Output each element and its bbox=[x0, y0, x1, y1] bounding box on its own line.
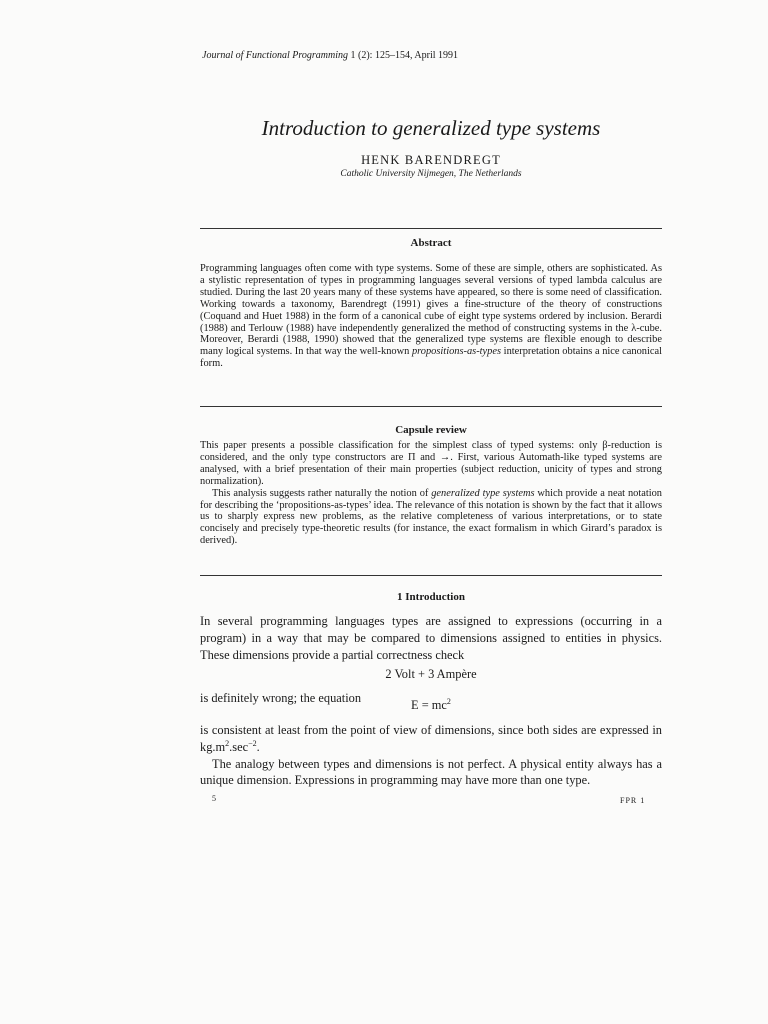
equation-emc2 bbox=[200, 698, 662, 713]
abstract-text-b: interpretation obtains a nice canonical form. bbox=[200, 346, 662, 370]
abstract-text-em: propositions-as-types bbox=[411, 346, 502, 358]
journal-volume: 1 bbox=[350, 50, 356, 61]
p3-a: is consistent at least from the point of view of dimensions, since both sides are expressed in kg.m bbox=[200, 723, 662, 754]
intro-paragraph-1 bbox=[200, 613, 662, 663]
intro-p1-text: In several programming languages types are assigned to expressions (occurring in a program) in a way that may be compared to dimensions assigned to entities in physics. These dimensions provide a partial correctness check bbox=[200, 614, 662, 662]
equation-volt-ampere: 2 Volt + 3 Ampère bbox=[385, 667, 477, 681]
abstract-body bbox=[200, 263, 662, 370]
eq2-sup: 2 bbox=[446, 696, 451, 706]
capsule-paragraph-2 bbox=[200, 488, 662, 548]
rule-above-capsule bbox=[200, 406, 662, 407]
rule-above-abstract bbox=[200, 228, 662, 229]
eq2-base: E = mc bbox=[411, 698, 447, 712]
intro-paragraph-3 bbox=[200, 722, 662, 789]
p3-c: . bbox=[256, 739, 260, 754]
footer-right: FPR 1 bbox=[620, 796, 646, 805]
abstract-heading: Abstract bbox=[410, 237, 452, 249]
intro-p2-text: is definitely wrong; the equation bbox=[200, 691, 362, 705]
abstract-text-a: Programming languages often come with type systems. Some of these are simple, others are sophisticated. As a stylistic representation of types in programming languages several versions of typed lambda calculus are studied. During the last 20 years many of these systems have appeared, so there is some need of classification. Working towards a taxonomy, Barendregt (1991) gives a fine-structure of the theory of constructions (Coquand and Huet 1988) in the form of a canonical cube of eight type systems ordered by inclusion. Berardi (1988) and Terlouw (1988) have independently generalized the method of constructing systems in the λ-cube. Moreover, Berardi (1988, 1990) showed that the generalized type systems are flexible enough to describe many logical systems. In that way the well-known bbox=[200, 263, 662, 358]
journal-name: Journal of Functional Programming bbox=[202, 50, 349, 61]
journal-issue-pages: (2): 125–154, April 1991 bbox=[358, 50, 459, 61]
capsule-p2-em: generalized type systems bbox=[431, 487, 535, 499]
intro-p4-text: The analogy between types and dimensions is not perfect. A physical entity always has a unique dimension. Expressions in programming may have more than one type. bbox=[200, 756, 662, 788]
capsule-p2-a: This analysis suggests rather naturally the notion of bbox=[212, 487, 432, 499]
rule-above-section bbox=[200, 575, 662, 576]
p3-b: .sec bbox=[229, 739, 249, 754]
paper-title: Introduction to generalized type systems bbox=[261, 116, 601, 140]
author-affiliation: Catholic University Nijmegen, The Netherlands bbox=[340, 169, 522, 179]
capsule-paragraph-1: This paper presents a possible classification for the simplest class of typed systems: only β-reduction is considered, and the only type constructors are Π and →. First, various Automath-like typed systems are analysed, with a brief presentation of their main properties (subject reduction, unicity of types and strong normalization). bbox=[200, 440, 662, 487]
paper-author: HENK BARENDREGT bbox=[361, 153, 501, 167]
p3-sup1: 2 bbox=[225, 738, 230, 748]
section-heading: 1 Introduction bbox=[397, 591, 465, 603]
capsule-body bbox=[200, 440, 662, 547]
capsule-p2-b: which provide a neat notation for describing the ‘propositions-as-types’ idea. The relevance of this notation is shown by the fact that it allows us to sharply express new problems, as the relative completeness of various interpretations, or to state concisely and precisely type-theoretic results (for instance, the exact formalism in which Girard’s paradox is derived). bbox=[200, 487, 662, 547]
p3-sup2: −2 bbox=[248, 738, 257, 748]
capsule-heading: Capsule review bbox=[395, 424, 467, 436]
footer-left: 5 bbox=[212, 794, 217, 803]
journal-header bbox=[202, 50, 458, 61]
